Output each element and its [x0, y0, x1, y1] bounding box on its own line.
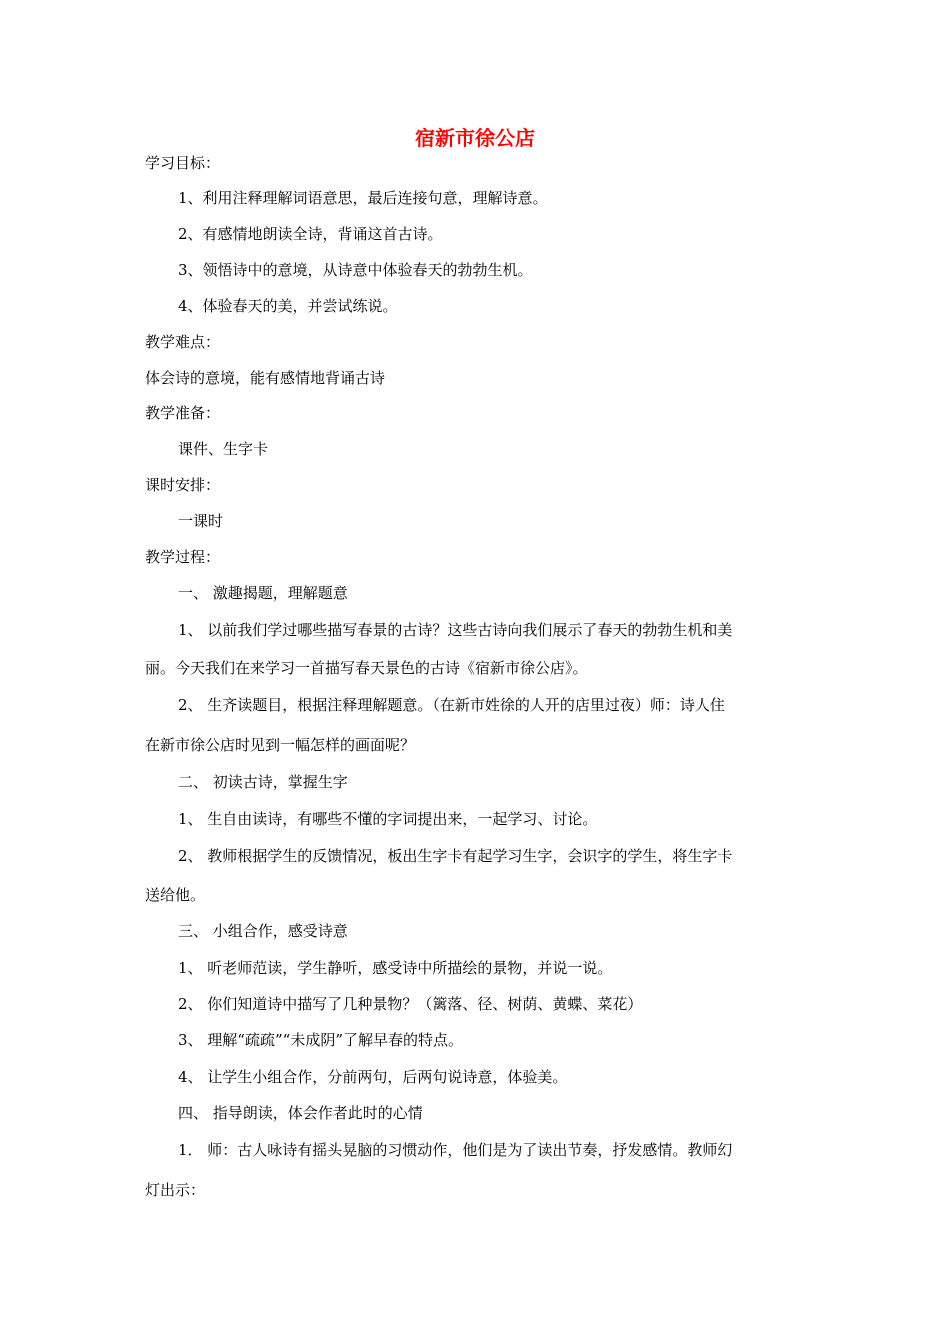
step-heading: 三、 小组合作，感受诗意 — [178, 922, 348, 940]
paragraph-line: 灯出示： — [145, 1181, 206, 1199]
document-title: 宿新市徐公店 — [415, 126, 535, 150]
objective-item: 3、领悟诗中的意境，从诗意中体验春天的勃勃生机。 — [178, 261, 533, 279]
step-heading: 二、 初读古诗，掌握生字 — [178, 773, 348, 791]
paragraph-line: 丽。今天我们在来学习一首描写春天景色的古诗《宿新市徐公店》。 — [145, 659, 588, 677]
objective-item: 2、有感情地朗读全诗，背诵这首古诗。 — [178, 225, 443, 243]
section-heading-preparation: 教学准备： — [145, 404, 221, 422]
paragraph-line: 2、 你们知道诗中描写了几种景物？（篱落、径、树荫、黄蝶、菜花） — [178, 995, 643, 1013]
paragraph-line: 送给他。 — [145, 886, 206, 904]
objective-item: 4、体验春天的美，并尝试练说。 — [178, 297, 398, 315]
paragraph-line: 2、 教师根据学生的反馈情况，板出生字卡有起学习生字，会识字的学生，将生字卡 — [178, 847, 733, 865]
paragraph-line: 体会诗的意境，能有感情地背诵古诗 — [145, 369, 386, 387]
paragraph-line: 在新市徐公店时见到一幅怎样的画面呢？ — [145, 736, 416, 754]
section-heading-objectives: 学习目标： — [145, 154, 221, 172]
section-heading-process: 教学过程： — [145, 548, 221, 566]
step-heading: 一、 激趣揭题，理解题意 — [178, 584, 348, 602]
paragraph-line: 1． 师：古人咏诗有摇头晃脑的习惯动作，他们是为了读出节奏，抒发感情。教师幻 — [178, 1141, 733, 1159]
objective-item: 1、利用注释理解词语意思，最后连接句意，理解诗意。 — [178, 189, 548, 207]
step-heading: 四、 指导朗读，体会作者此时的心情 — [178, 1104, 423, 1122]
paragraph-line: 一课时 — [178, 512, 224, 530]
paragraph-line: 1、 以前我们学过哪些描写春景的古诗？这些古诗向我们展示了春天的勃勃生机和美 — [178, 621, 733, 639]
paragraph-line: 4、 让学生小组合作，分前两句，后两句说诗意，体验美。 — [178, 1068, 568, 1086]
paragraph-line: 1、 生自由读诗，有哪些不懂的字词提出来，一起学习、讨论。 — [178, 810, 598, 828]
paragraph-line: 课件、生字卡 — [178, 440, 269, 458]
section-heading-schedule: 课时安排： — [145, 476, 221, 494]
paragraph-line: 2、 生齐读题目，根据注释理解题意。（在新市姓徐的人开的店里过夜）师：诗人住 — [178, 696, 725, 714]
paragraph-line: 1、 听老师范读，学生静听，感受诗中所描绘的景物，并说一说。 — [178, 959, 613, 977]
section-heading-difficulty: 教学难点： — [145, 333, 221, 351]
paragraph-line: 3、 理解“疏疏”“未成阴”了解早春的特点。 — [178, 1031, 463, 1049]
